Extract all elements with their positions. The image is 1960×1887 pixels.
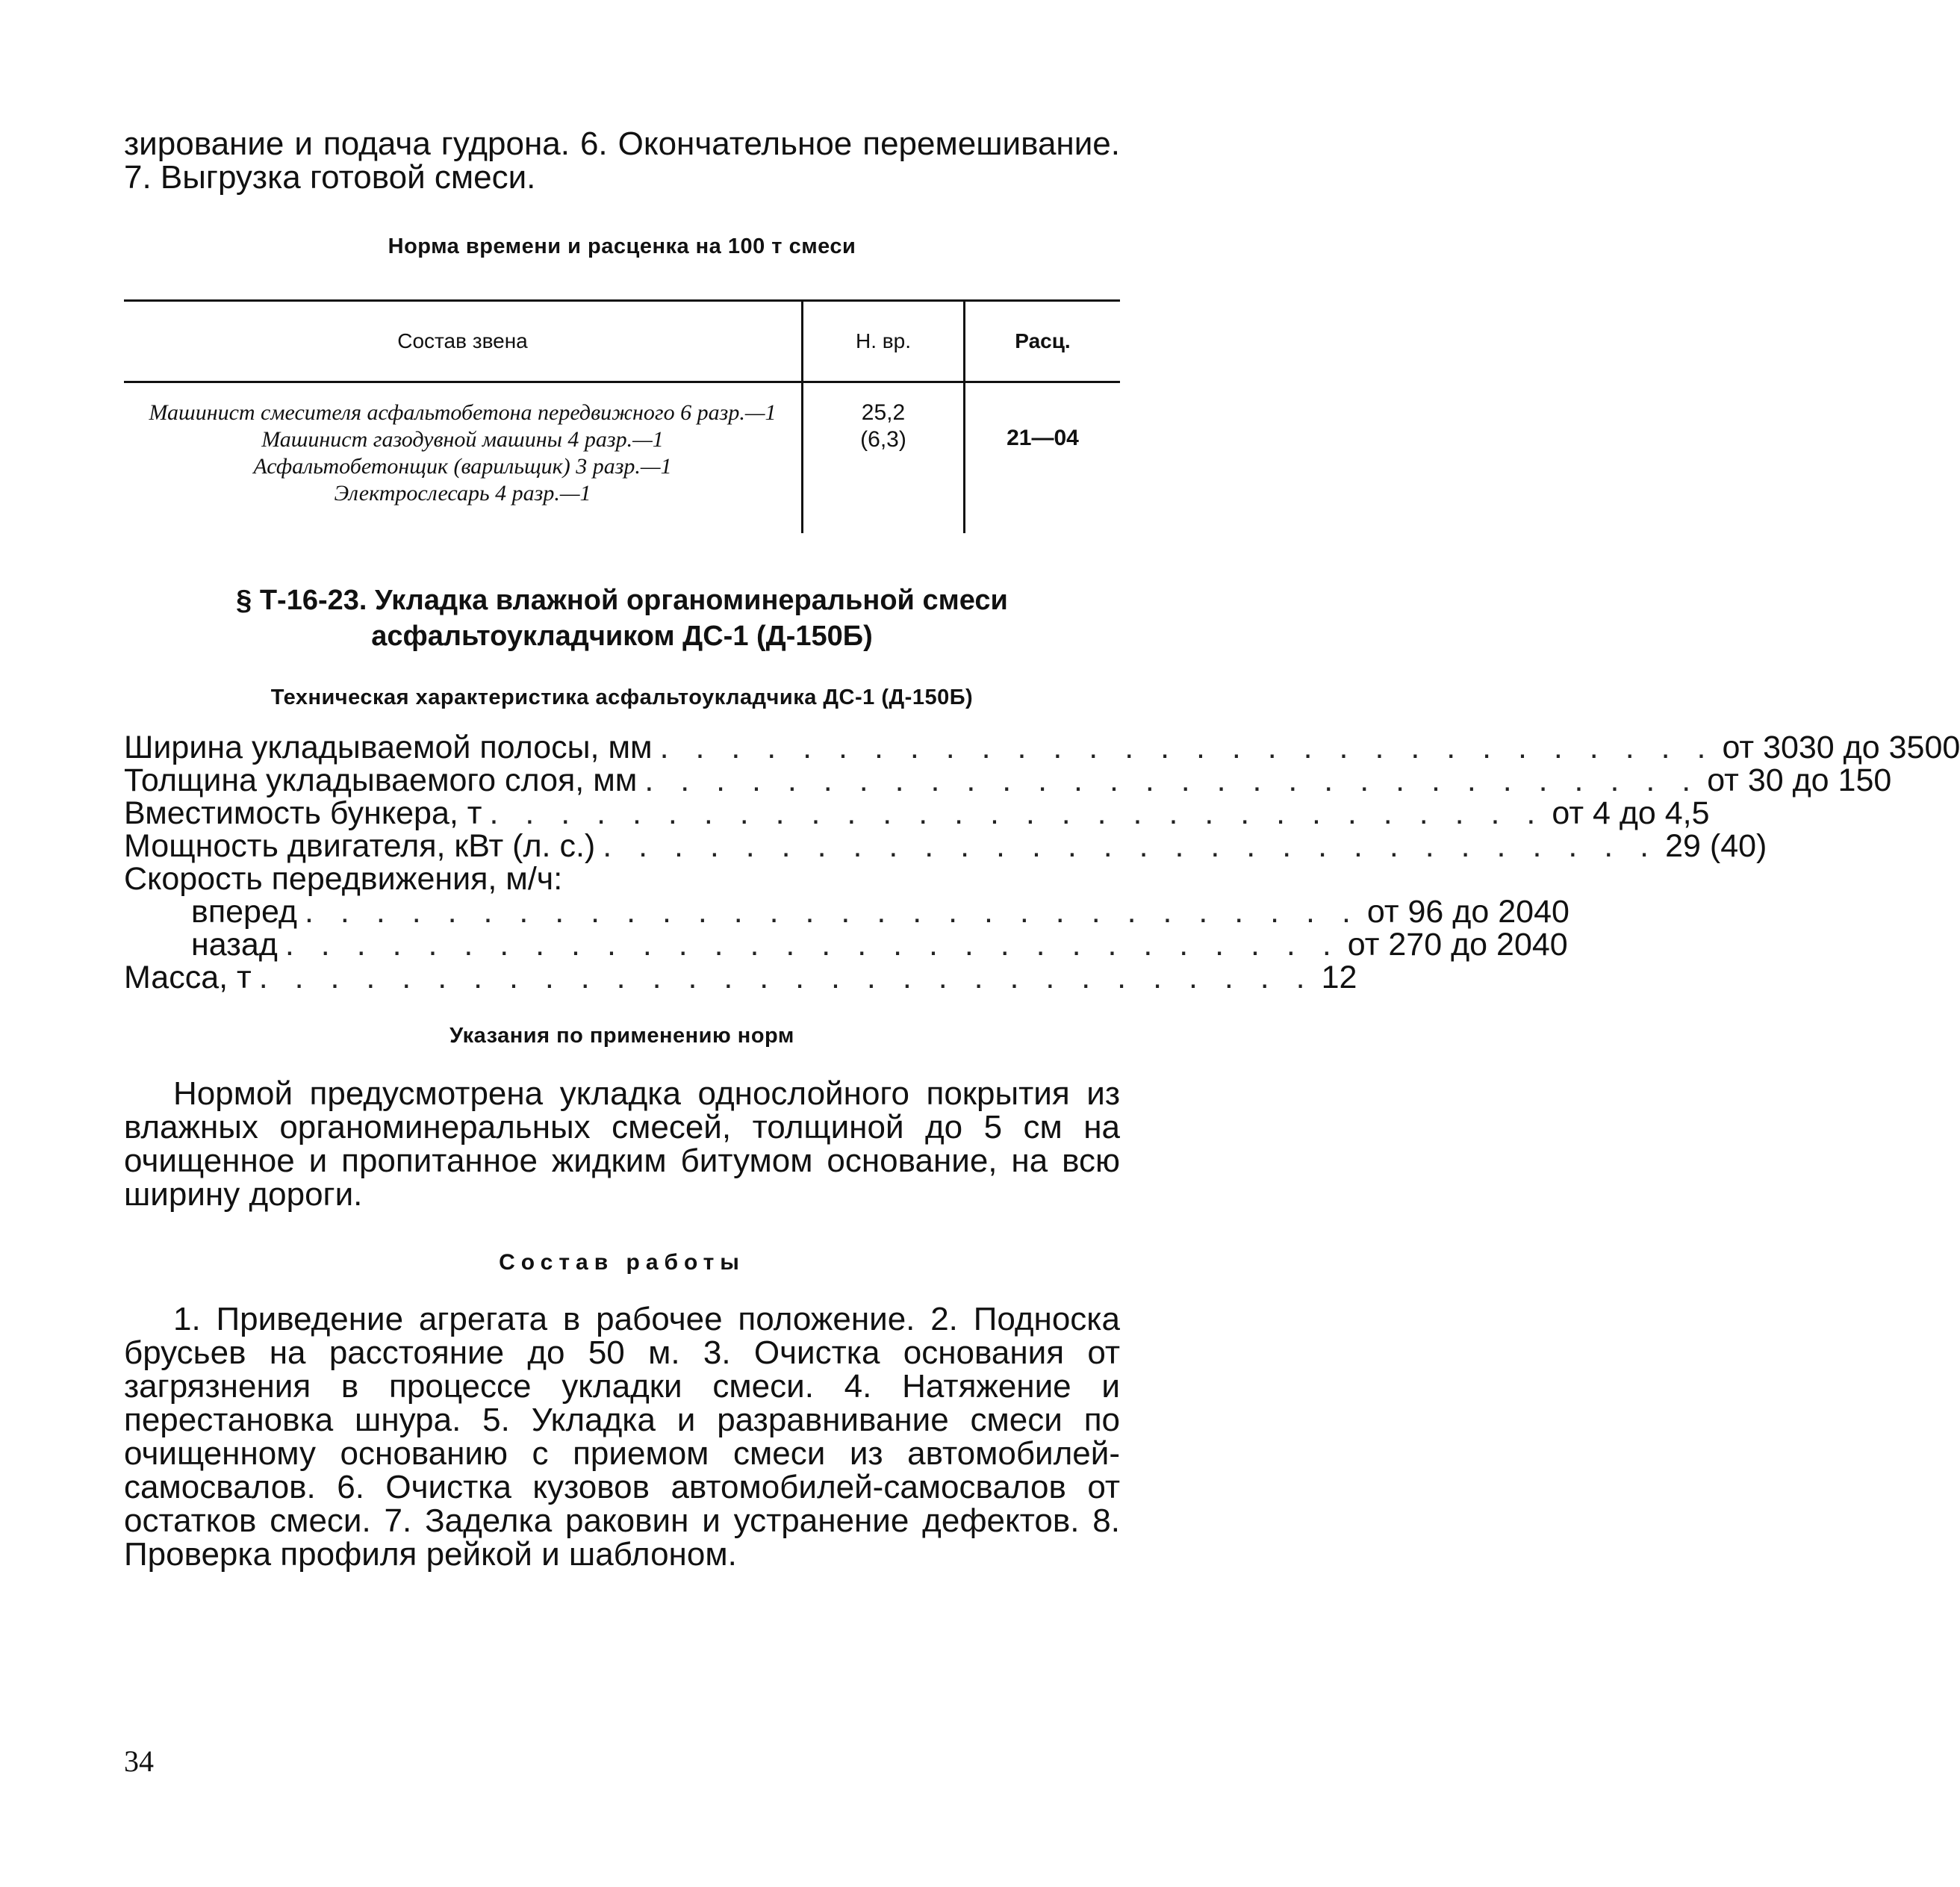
spec-value: от 3030 до 3500 (1722, 730, 1960, 765)
norm-table-header-row (124, 301, 1120, 382)
leader-dots: . . . . . . . . . . . . . . . . . . . . . . . . . . . . . . (489, 795, 1545, 831)
time-norm-cell (803, 382, 965, 534)
header-time-norm: Н. вр. (803, 301, 965, 382)
page-number: 34 (124, 1744, 154, 1778)
leader-dots: . . . . . . . . . . . . . . . . . . . . . . . . . . . . . . (258, 960, 1314, 995)
list-item (124, 762, 1892, 798)
crew-cell (124, 382, 803, 534)
norm-table (124, 299, 1120, 533)
list-item (124, 894, 1569, 930)
guidance-heading: Указания по применению норм (449, 1024, 794, 1048)
header-rate: Расц. (965, 301, 1121, 382)
time-norm-sub-value: (6,3) (860, 427, 906, 452)
tech-spec-heading: Техническая характеристика асфальтоукладчика ДС-1 (Д-150Б) (270, 686, 974, 709)
spec-label: вперед (191, 894, 298, 930)
time-norm-value: 25,2 (861, 400, 906, 425)
speed-heading: Скорость передвижения, м/ч: (124, 861, 563, 897)
crew-member: Асфальтобетонщик (варильщик) 3 разр.—1 (253, 454, 672, 479)
work-composition-paragraph: 1. Приведение агрегата в рабочее положение. 2. Подноска брусьев на расстояние до 50 м. 3. Очистка основания от загрязнения в процессе укладки смеси. 4. Натяжение и перестановка шнура. 5. Укладка и разравнивание смеси по очищенному основанию с приемом смеси из автомобилей-самосвалов. 6. Очистка кузовов автомобилей-самосвалов от остатков смеси. 7. Заделка раковин и устранение дефектов. 8. Проверка профиля рейкой и шаблоном. (124, 1301, 1120, 1573)
table-row (124, 382, 1120, 534)
crew-member: Машинист смесителя асфальтобетона передвижного 6 разр.—1 (149, 400, 777, 425)
spec-value: от 30 до 150 (1707, 762, 1892, 798)
list-item (124, 927, 1568, 963)
list-item (124, 960, 1357, 995)
document-page (124, 125, 1960, 1573)
spec-value: от 270 до 2040 (1347, 927, 1568, 963)
spec-value: 29 (40) (1665, 828, 1767, 864)
header-crew: Состав звена (124, 301, 803, 382)
spec-label: Ширина укладываемой полосы, мм (124, 730, 653, 765)
spec-value: от 4 до 4,5 (1552, 795, 1710, 831)
spec-label: Мощность двигателя, кВт (л. с.) (124, 828, 596, 864)
section-title (124, 582, 1120, 654)
leader-dots: . . . . . . . . . . . . . . . . . . . . . . . . . . . . . . (659, 730, 1715, 765)
list-item (124, 795, 1710, 831)
spec-label: Толщина укладываемого слоя, мм (124, 762, 638, 798)
work-composition-heading: Состав работы (499, 1250, 745, 1275)
list-item (124, 730, 1960, 765)
spec-label: Масса, т (124, 960, 252, 995)
spec-value: 12 (1321, 960, 1357, 995)
leader-dots: . . . . . . . . . . . . . . . . . . . . . . . . . . . . . . (603, 828, 1658, 864)
list-item (124, 828, 1767, 864)
leader-dots: . . . . . . . . . . . . . . . . . . . . . . . . . . . . . . (305, 894, 1360, 930)
section-title-line-2: асфальтоукладчиком ДС-1 (Д-150Б) (371, 621, 873, 652)
leader-dots: . . . . . . . . . . . . . . . . . . . . . . . . . . . . . . (644, 762, 1700, 798)
spec-label: назад (191, 927, 278, 963)
tech-spec-list (124, 730, 1960, 995)
section-title-line-1: § Т-16-23. Укладка влажной органоминеральной смеси (236, 585, 1008, 616)
leader-dots: . . . . . . . . . . . . . . . . . . . . . . . . . . . . . . (284, 927, 1340, 963)
guidance-paragraph: Нормой предусмотрена укладка однослойного покрытия из влажных органоминеральных смесей, толщиной до 5 см на очищенное и пропитанное жидким битумом основание, на всю ширину дороги. (124, 1075, 1120, 1213)
crew-member: Электрослесарь 4 разр.—1 (334, 481, 591, 506)
norm-table-heading: Норма времени и расценка на 100 т смеси (388, 234, 856, 258)
spec-label: Вместимость бункера, т (124, 795, 482, 831)
rate-cell: 21—04 (1007, 426, 1079, 450)
crew-member: Машинист газодувной машины 4 разр.—1 (261, 427, 664, 452)
intro-paragraph: зирование и подача гудрона. 6. Окончательное перемешивание. 7. Выгрузка готовой смеси. (124, 125, 1120, 196)
spec-value: от 96 до 2040 (1366, 894, 1569, 930)
